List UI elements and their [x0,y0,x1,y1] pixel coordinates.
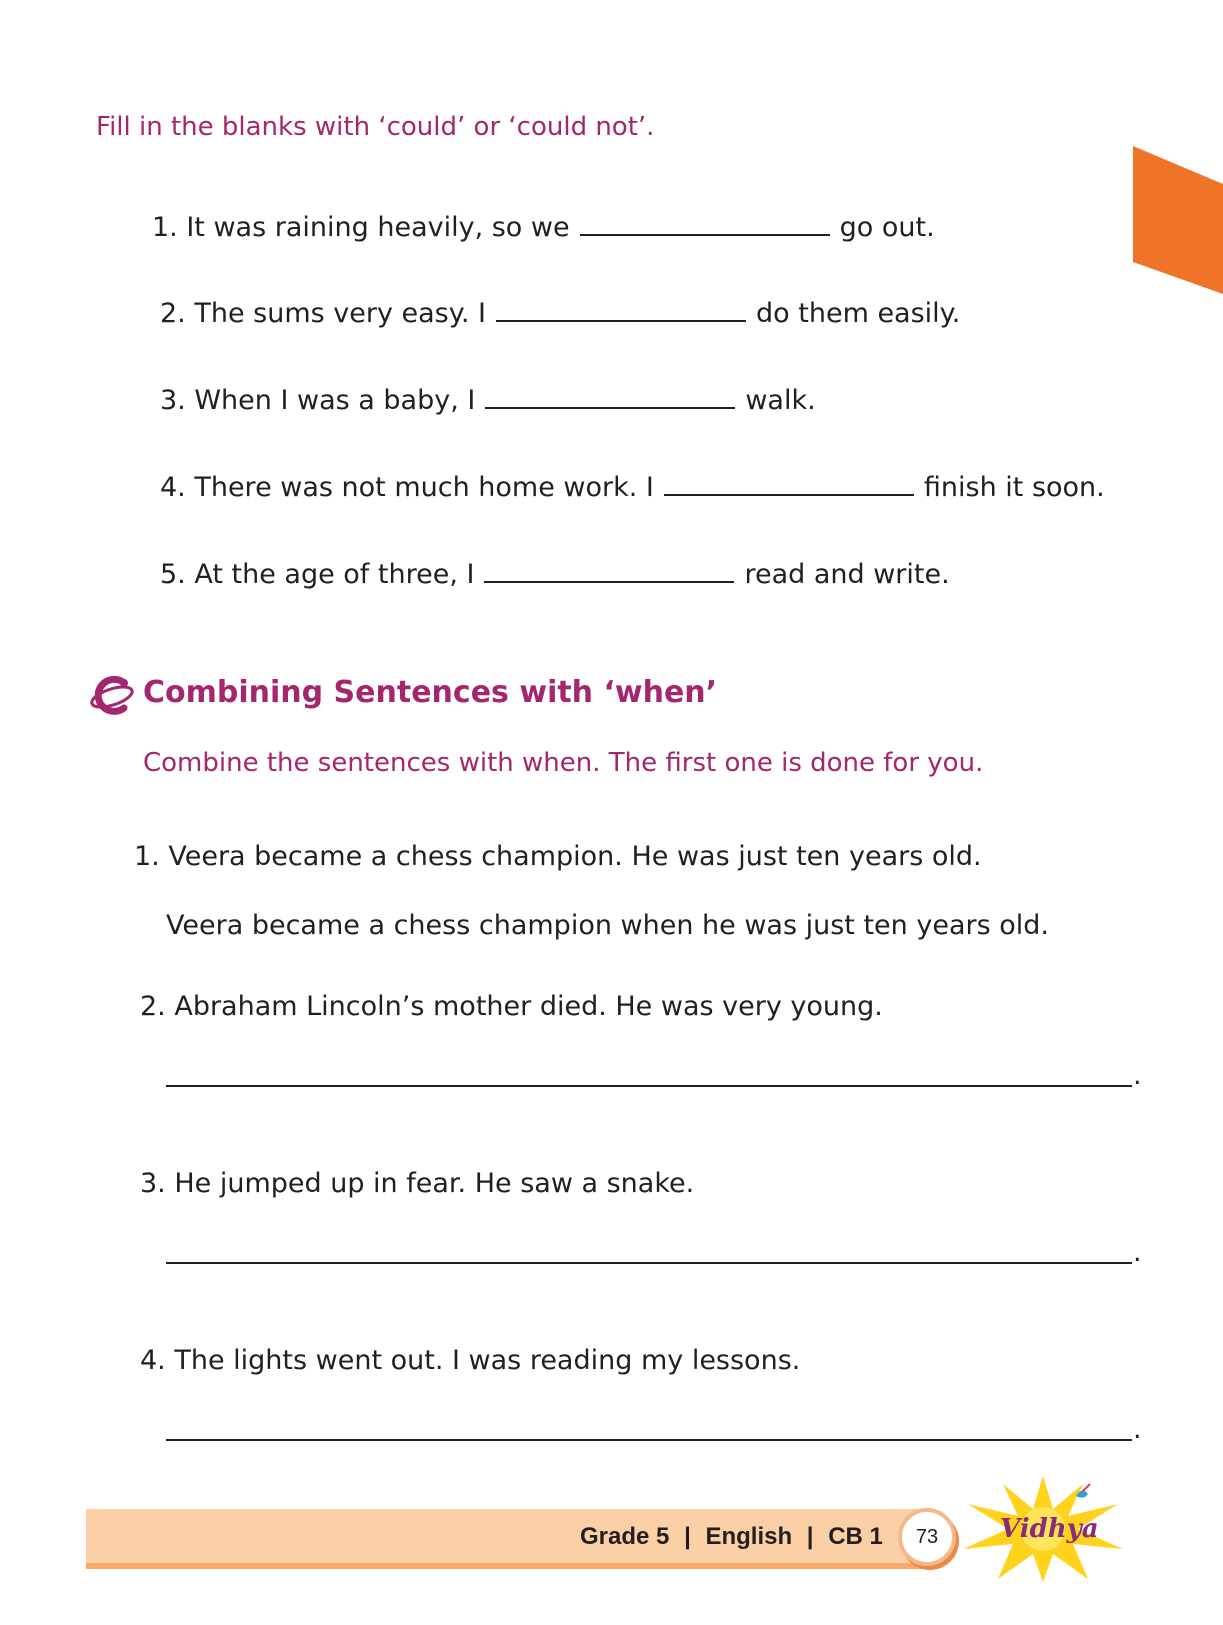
answer-blank[interactable] [496,300,746,322]
fill-item-text: 2. The sums very easy. I [160,298,487,329]
fill-item-text: 1. It was raining heavily, so we [152,212,570,243]
answer-line[interactable] [166,1262,1132,1264]
fill-item-3 [160,385,816,416]
fill-item-2 [160,298,960,329]
fill-item-text: finish it soon. [923,472,1105,503]
answer-blank[interactable] [485,387,735,409]
footer-label [580,1523,883,1551]
fill-item-text: 4. There was not much home work. I [160,472,654,503]
combine-question-1: 1. Veera became a chess champion. He was just ten years old. [134,841,982,872]
answer-line-period: . [1133,1060,1142,1091]
answer-blank[interactable] [664,474,914,496]
answer-line[interactable] [166,1085,1132,1087]
section-c-icon [90,673,136,717]
fill-item-text: go out. [839,212,935,243]
fill-item-1 [152,212,935,243]
footer-stripe [86,1563,926,1569]
combine-question-4: 4. The lights went out. I was reading my lessons. [140,1345,801,1376]
fill-item-text: read and write. [744,559,950,590]
footer-subject: English [705,1523,793,1550]
section2-heading: Combining Sentences with ‘when’ [143,675,718,710]
answer-blank[interactable] [484,561,734,583]
combine-question-2: 2. Abraham Lincoln’s mother died. He was very young. [140,991,883,1022]
combine-answer-1: Veera became a chess champion when he was just ten years old. [166,910,1049,941]
logo-text: Vidhya [1000,1514,1099,1544]
section2-instruction: Combine the sentences with when. The first one is done for you. [143,748,984,778]
footer-grade: Grade 5 [580,1523,670,1550]
footer-book: CB 1 [828,1523,883,1550]
answer-line[interactable] [166,1439,1132,1441]
footer-separator: | [806,1523,814,1550]
fill-item-5 [160,559,950,590]
section1-instruction: Fill in the blanks with ‘could’ or ‘could not’. [96,112,655,142]
fill-item-text: 5. At the age of three, I [160,559,475,590]
fill-item-text: do them easily. [756,298,961,329]
answer-blank[interactable] [580,214,830,236]
page-number: 73 [915,1525,939,1548]
fill-item-text: walk. [745,385,816,416]
answer-line-period: . [1133,1414,1142,1445]
footer-separator: | [684,1523,691,1550]
fill-item-text: 3. When I was a baby, I [160,385,476,416]
side-tab [1133,146,1223,296]
fill-item-4 [160,472,1105,503]
vidhya-logo [958,1474,1128,1584]
answer-line-period: . [1133,1237,1142,1268]
combine-question-3: 3. He jumped up in fear. He saw a snake. [140,1168,695,1199]
page-number-badge [898,1508,956,1566]
